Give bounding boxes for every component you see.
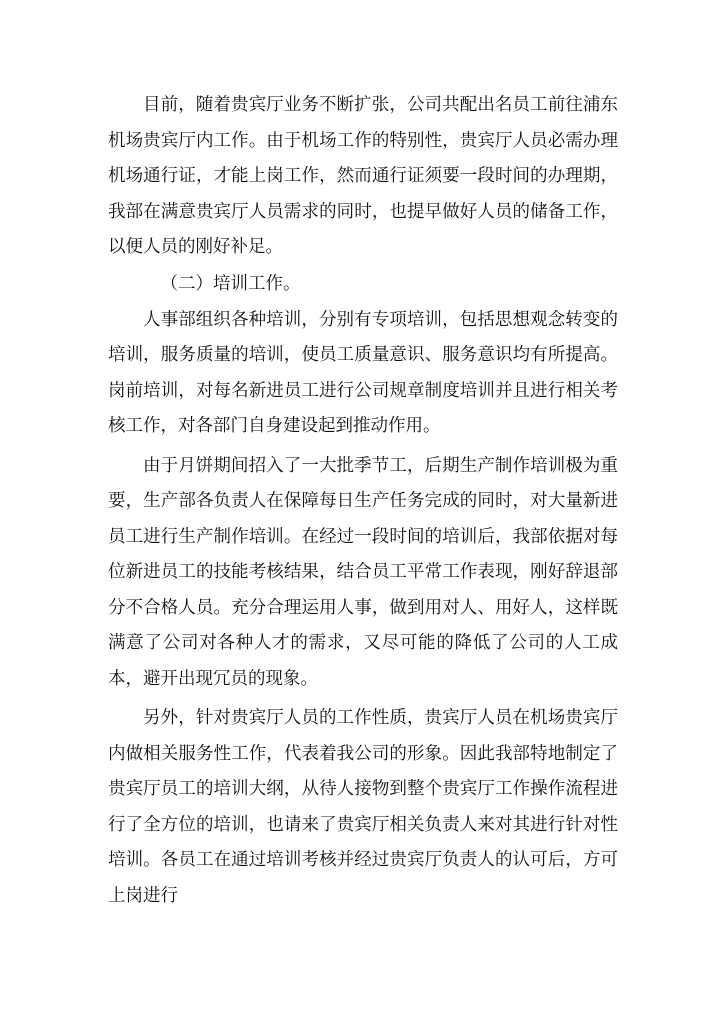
section-heading-training: （二）培训工作。 (160, 273, 301, 294)
paragraph-airport-staffing: 目前，随着贵宾厅业务不断扩张，公司共配出名员工前往浦东机场贵宾厅内工作。由于机场工作的特别性，贵宾厅人员必需办理机场通行证，才能上岗工作，然而通行证须要一段时间的办理期，我部在满意贵宾厅人员需求的同时，也提早做好人员的储备工作，以便人员的刚好补足。 (108, 95, 618, 257)
document-body (108, 88, 618, 914)
paragraph-seasonal-workers: 由于月饼期间招入了一大批季节工，后期生产制作培训极为重要，生产部各负责人在保障每日生产任务完成的同时，对大量新进员工进行生产制作培训。在经过一段时间的培训后，我部依据对每位新进员工的技能考核结果，结合员工平常工作表现，刚好辞退部分不合格人员。充分合理运用人事，做到用对人、用好人，这样既满意了公司对各种人才的需求，又尽可能的降低了公司的人工成本，避开出现冗员的现象。 (108, 455, 618, 689)
paragraph-vip-lounge-training: 另外，针对贵宾厅人员的工作性质，贵宾厅人员在机场贵宾厅内做相关服务性工作，代表着我公司的形象。因此我部特地制定了贵宾厅员工的培训大纲，从待人接物到整个贵宾厅工作操作流程进行了全方位的培训，也请来了贵宾厅相关负责人来对其进行针对性培训。各员工在通过培训考核并经过贵宾厅负责人的认可后，方可上岗进行 (108, 708, 618, 906)
paragraph-hr-training: 人事部组织各种培训，分别有专项培训，包括思想观念转变的培训，服务质量的培训，使员工质量意识、服务意识均有所提高。岗前培训，对每名新进员工进行公司规章制度培训并且进行相关考核工作，对各部门自身建设起到推动作用。 (108, 309, 618, 436)
